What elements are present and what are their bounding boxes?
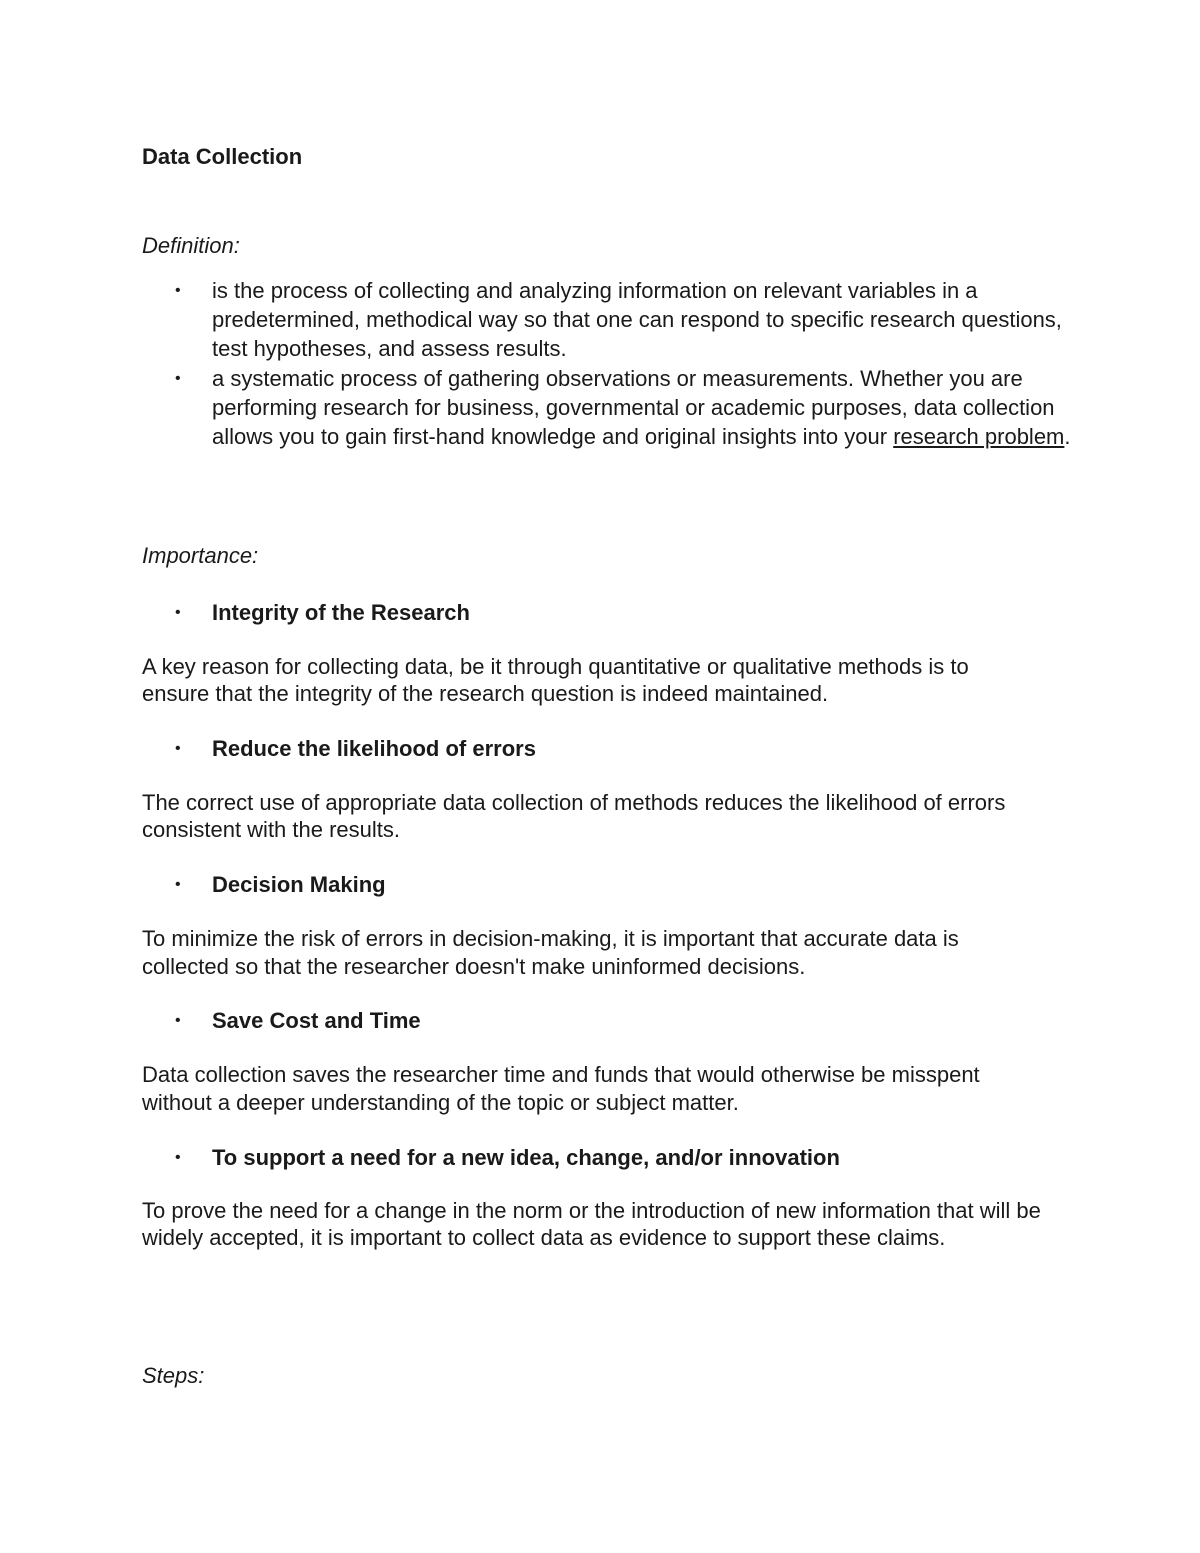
definition-bullet-text-end: . (1064, 424, 1071, 449)
research-problem-link[interactable]: research problem (893, 424, 1065, 449)
importance-paragraph: A key reason for collecting data, be it through quantitative or qualitative methods is to ensure that the integrity of the research question is indeed maintained. (142, 654, 969, 706)
bullet-icon: • (175, 370, 181, 387)
document-title: Data Collection (142, 144, 303, 169)
importance-heading: Reduce the likelihood of errors (212, 736, 536, 761)
importance-heading: Integrity of the Research (212, 600, 470, 625)
bullet-icon: • (175, 604, 181, 621)
steps-label: Steps: (142, 1363, 205, 1388)
definition-bullet-text: is the process of collecting and analyzing information on relevant variables in a predetermined, methodical way so that one can respond to specific research questions, test hypotheses, and assess results. (212, 278, 1062, 361)
definition-label: Definition: (142, 233, 240, 258)
bullet-icon: • (175, 282, 181, 299)
importance-label: Importance: (142, 543, 259, 568)
importance-heading: Save Cost and Time (212, 1008, 421, 1033)
definition-bullet-text-part: a systematic process of gathering observations or measurements. Whether you are performing research for business, governmental or academic purposes, data collection allows you to gain first-hand knowledge and original insights into your (212, 366, 1055, 449)
importance-heading: Decision Making (212, 872, 386, 897)
bullet-icon: • (175, 740, 181, 757)
importance-paragraph: The correct use of appropriate data collection of methods reduces the likelihood of errors consistent with the results. (142, 790, 1006, 842)
importance-paragraph: To minimize the risk of errors in decision-making, it is important that accurate data is collected so that the researcher doesn't make uninformed decisions. (142, 926, 959, 979)
bullet-icon: • (175, 876, 181, 893)
definition-bullet-text (212, 364, 1072, 451)
bullet-icon: • (175, 1012, 181, 1029)
importance-paragraph: Data collection saves the researcher time and funds that would otherwise be misspent without a deeper understanding of the topic or subject matter. (142, 1062, 980, 1115)
importance-heading: To support a need for a new idea, change, and/or innovation (212, 1145, 840, 1170)
bullet-icon: • (175, 1149, 181, 1166)
importance-paragraph: To prove the need for a change in the norm or the introduction of new information that will be widely accepted, it is important to collect data as evidence to support these claims. (142, 1198, 1041, 1250)
